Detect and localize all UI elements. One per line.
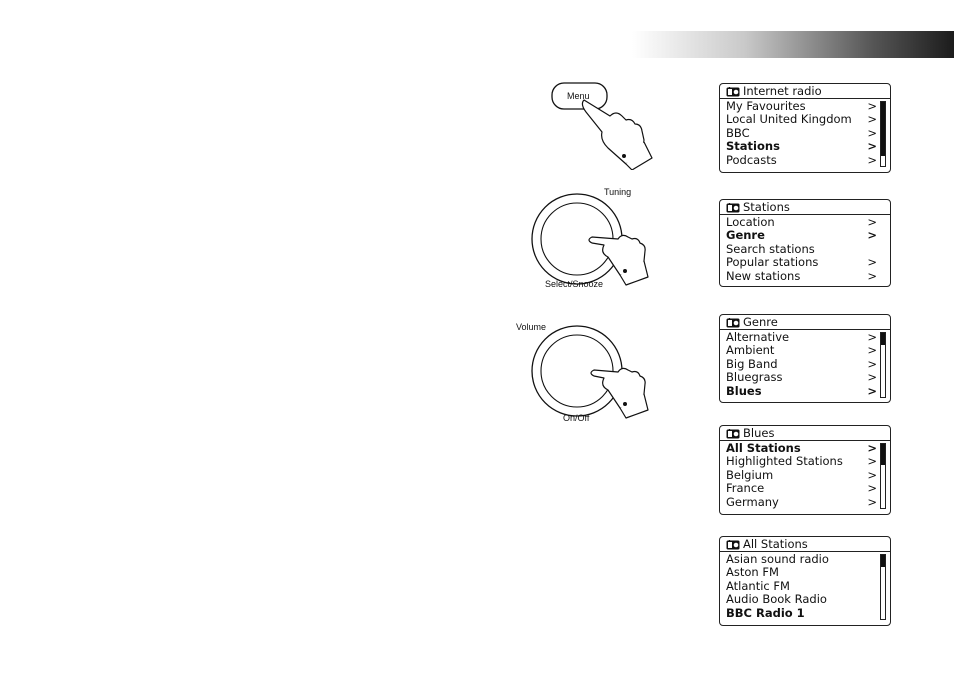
lcd-screen-stations	[719, 199, 891, 287]
menu-item-label: Highlighted Stations	[726, 454, 843, 469]
internet-radio-icon	[726, 428, 740, 438]
menu-item-label: Bluegrass	[726, 370, 783, 385]
menu-item[interactable]	[726, 358, 890, 371]
menu-item[interactable]	[726, 270, 890, 283]
scrollbar-thumb[interactable]	[881, 444, 885, 465]
scrollbar[interactable]	[880, 101, 886, 167]
tuning-knob-illustration	[520, 183, 665, 293]
chevron-right-icon: >	[867, 330, 877, 344]
menu-item[interactable]	[726, 553, 890, 566]
menu-item-label: All Stations	[726, 441, 801, 455]
menu-item[interactable]	[726, 593, 890, 606]
internet-radio-icon	[726, 202, 740, 212]
menu-item-label: Podcasts	[726, 152, 777, 167]
chevron-right-icon: >	[867, 215, 877, 229]
menu-item[interactable]	[726, 229, 890, 242]
menu-item-label: BBC Radio 1	[726, 605, 805, 620]
pointing-hand-icon	[582, 100, 652, 170]
chevron-right-icon: >	[867, 343, 877, 358]
menu-item-label: My Favourites	[726, 99, 806, 113]
menu-item[interactable]	[726, 385, 890, 398]
lcd-screen-blues	[719, 425, 891, 515]
screen-title-text: Stations	[743, 200, 790, 214]
screen-title-text: All Stations	[743, 537, 808, 551]
scrollbar[interactable]	[880, 554, 886, 620]
volume-knob-illustration	[512, 318, 662, 426]
menu-item-label: Aston FM	[726, 565, 779, 580]
menu-item[interactable]	[726, 455, 890, 468]
menu-item[interactable]	[726, 243, 890, 256]
menu-item-label: New stations	[726, 268, 801, 283]
menu-button-illustration	[540, 78, 670, 170]
chevron-right-icon: >	[867, 441, 877, 455]
menu-item-label: Ambient	[726, 343, 775, 358]
scrollbar-thumb[interactable]	[881, 555, 885, 567]
chevron-right-icon: >	[867, 467, 877, 482]
menu-item[interactable]	[726, 154, 890, 167]
menu-item-label: Alternative	[726, 330, 790, 344]
chevron-right-icon: >	[867, 383, 877, 398]
screen-title	[720, 84, 890, 99]
internet-radio-icon	[726, 539, 740, 549]
internet-radio-icon	[726, 317, 740, 327]
menu-item[interactable]	[726, 482, 890, 495]
menu-item-label: Big Band	[726, 356, 778, 371]
chevron-right-icon: >	[867, 255, 877, 270]
menu-item[interactable]	[726, 442, 890, 455]
on-off-label: On/Off	[563, 413, 590, 423]
menu-item[interactable]	[726, 100, 890, 113]
chevron-right-icon: >	[867, 454, 877, 469]
menu-list	[720, 99, 890, 167]
menu-item[interactable]	[726, 256, 890, 269]
menu-item-label: BBC	[726, 125, 750, 140]
menu-item[interactable]	[726, 566, 890, 579]
internet-radio-icon	[726, 86, 740, 96]
menu-item-label: Blues	[726, 383, 762, 398]
scrollbar-thumb[interactable]	[881, 333, 885, 345]
scrollbar[interactable]	[880, 332, 886, 398]
chevron-right-icon: >	[867, 139, 877, 154]
chevron-right-icon: >	[867, 228, 877, 243]
menu-item[interactable]	[726, 113, 890, 126]
menu-item-label: France	[726, 481, 765, 496]
menu-item[interactable]	[726, 496, 890, 509]
menu-item[interactable]	[726, 607, 890, 620]
screen-title	[720, 426, 890, 441]
header-gradient-bar	[632, 31, 954, 58]
lcd-screen-genre	[719, 314, 891, 403]
scrollbar[interactable]	[880, 443, 886, 509]
menu-item[interactable]	[726, 469, 890, 482]
screen-title-text: Genre	[743, 315, 778, 329]
chevron-right-icon: >	[867, 112, 877, 127]
chevron-right-icon: >	[867, 356, 877, 371]
menu-item[interactable]	[726, 580, 890, 593]
screen-title	[720, 200, 890, 215]
menu-item-label: Location	[726, 215, 775, 229]
lcd-screen-internet-radio	[719, 83, 891, 173]
volume-label: Volume	[516, 322, 547, 332]
select-snooze-label: Select/Snooze	[545, 279, 604, 289]
screen-title-text: Blues	[743, 426, 775, 440]
lcd-screen-all-stations	[719, 536, 891, 626]
menu-button-label: Menu	[567, 91, 590, 101]
tuning-label: Tuning	[604, 187, 632, 197]
screen-title-text: Internet radio	[743, 84, 822, 98]
chevron-right-icon: >	[867, 268, 877, 283]
menu-item-label: Genre	[726, 228, 765, 243]
menu-item[interactable]	[726, 371, 890, 384]
menu-list	[720, 330, 890, 398]
menu-item[interactable]	[726, 216, 890, 229]
menu-item[interactable]	[726, 140, 890, 153]
screen-title	[720, 315, 890, 330]
menu-item-label: Local United Kingdom	[726, 112, 852, 127]
menu-item-label: Belgium	[726, 467, 774, 482]
screen-title	[720, 537, 890, 552]
menu-item[interactable]	[726, 127, 890, 140]
chevron-right-icon: >	[867, 125, 877, 140]
menu-item-label: Search stations	[726, 241, 815, 256]
menu-item-label: Atlantic FM	[726, 578, 790, 593]
menu-item-label: Stations	[726, 139, 780, 154]
chevron-right-icon: >	[867, 494, 877, 509]
scrollbar-thumb[interactable]	[881, 102, 885, 156]
menu-list	[720, 215, 890, 283]
menu-item-label: Audio Book Radio	[726, 592, 827, 607]
menu-item-label: Germany	[726, 494, 779, 509]
menu-list	[720, 441, 890, 509]
chevron-right-icon: >	[867, 152, 877, 167]
menu-item-label: Asian sound radio	[726, 552, 829, 566]
chevron-right-icon: >	[867, 99, 877, 113]
menu-item[interactable]	[726, 331, 890, 344]
chevron-right-icon: >	[867, 481, 877, 496]
menu-list	[720, 552, 890, 620]
chevron-right-icon: >	[867, 370, 877, 385]
menu-item-label: Popular stations	[726, 255, 819, 270]
menu-item[interactable]	[726, 344, 890, 357]
